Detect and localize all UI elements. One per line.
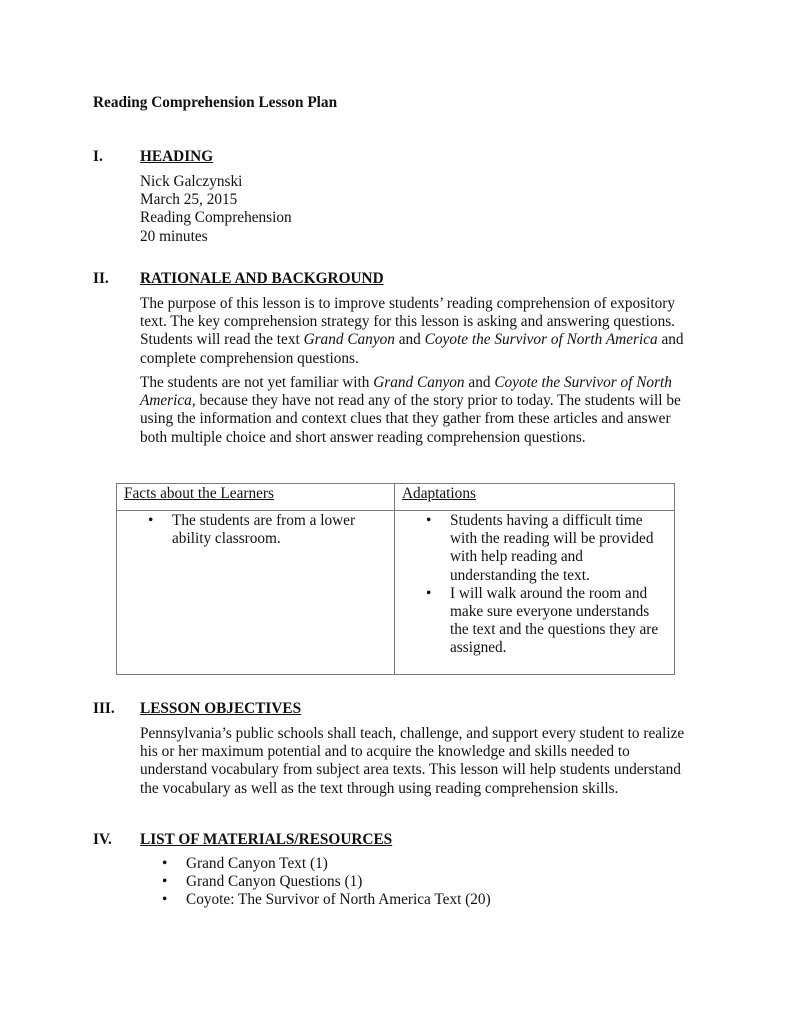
- lesson-duration: 20 minutes: [140, 227, 208, 245]
- title-coyote: Coyote the Survivor of North America: [424, 331, 658, 349]
- adaptations-cell: [395, 511, 675, 675]
- section-heading-rationale: RATIONALE AND BACKGROUND: [140, 270, 384, 287]
- text-run: and: [394, 331, 425, 349]
- text-run: because they have not read any of the story prior to today. The students will be: [195, 392, 681, 410]
- text-line: Students having a difficult time: [450, 512, 643, 529]
- material-item: Grand Canyon Text (1): [186, 855, 328, 872]
- text-line: understanding the text.: [450, 566, 590, 584]
- materials-list: [162, 855, 491, 910]
- text-line: his or her maximum potential and to acquire the knowledge and skills needed to: [140, 743, 630, 761]
- bullet-icon: •: [162, 855, 168, 872]
- text-line: [140, 331, 710, 349]
- lesson-subject: Reading Comprehension: [140, 209, 292, 227]
- section-number-1: I.: [93, 148, 103, 165]
- text-line: the text and the questions they are: [450, 621, 659, 639]
- text-line: [140, 392, 710, 410]
- text-line: The students are from a lower: [172, 512, 356, 529]
- text-line: the vocabulary as well as the text through using reading comprehension skills.: [140, 779, 619, 797]
- rationale-paragraph-2: [140, 374, 710, 447]
- text-line: make sure everyone understands: [450, 603, 650, 621]
- adaptations-list: [402, 512, 667, 658]
- title-grand-canyon: Grand Canyon: [303, 331, 395, 349]
- text-line: understand vocabulary from subject area texts. This lesson will help students understand: [140, 761, 681, 779]
- text-run: The students are not yet familiar with: [140, 374, 374, 391]
- text-line: ability classroom.: [172, 530, 281, 548]
- facts-cell: [117, 511, 395, 675]
- bullet-icon: •: [426, 512, 432, 529]
- text-line: I will walk around the room and: [450, 584, 648, 602]
- section-heading-heading: HEADING: [140, 148, 214, 165]
- rationale-paragraph-1: [140, 295, 710, 368]
- list-item: [162, 855, 491, 873]
- heading-info: [140, 173, 710, 246]
- text-line: using the information and context clues that they gather from these articles and answer: [140, 410, 671, 428]
- bullet-icon: •: [162, 873, 168, 891]
- section-heading-materials: LIST OF MATERIALS/RESOURCES: [140, 831, 393, 848]
- text-line: text. The key comprehension strategy for this lesson is asking and answering questions.: [140, 313, 676, 331]
- bullet-icon: •: [162, 891, 168, 909]
- material-item: Coyote: The Survivor of North America Text (20): [186, 891, 491, 909]
- objectives-paragraph: [140, 725, 710, 798]
- text-line: with the reading will be provided: [450, 530, 654, 548]
- title-coyote-cont: America,: [140, 392, 196, 410]
- bullet-icon: •: [426, 584, 432, 602]
- text-line: complete comprehension questions.: [140, 349, 359, 367]
- header-label: Adaptations: [402, 485, 476, 502]
- author-name: Nick Galczynski: [140, 173, 243, 190]
- list-item: [402, 585, 667, 658]
- list-item: [162, 873, 491, 891]
- list-item: [162, 891, 491, 909]
- document-title: Reading Comprehension Lesson Plan: [93, 94, 338, 111]
- facts-list: [124, 512, 387, 548]
- text-line: both multiple choice and short answer reading comprehension questions.: [140, 428, 586, 446]
- section-number-4: IV.: [93, 831, 112, 848]
- section-number-3: III.: [93, 700, 115, 717]
- text-run: and: [657, 331, 684, 349]
- title-grand-canyon: Grand Canyon: [373, 374, 465, 391]
- text-line: The purpose of this lesson is to improve students’ reading comprehension of expository: [140, 295, 676, 312]
- header-label: Facts about the Learners: [124, 485, 274, 502]
- learners-table: [116, 483, 675, 675]
- lesson-date: March 25, 2015: [140, 191, 238, 209]
- text-run: Students will read the text: [140, 331, 304, 349]
- section-heading-objectives: LESSON OBJECTIVES: [140, 700, 302, 717]
- text-run: and: [464, 374, 495, 391]
- text-line: Pennsylvania’s public schools shall teach, challenge, and support every student to realize: [140, 725, 685, 742]
- section-number-2: II.: [93, 270, 109, 287]
- bullet-icon: •: [148, 512, 154, 529]
- text-line: assigned.: [450, 639, 507, 657]
- list-item: [124, 512, 387, 548]
- text-line: with help reading and: [450, 548, 583, 566]
- text-line: [140, 374, 710, 392]
- title-coyote: Coyote the Survivor of North: [494, 374, 672, 391]
- material-item: Grand Canyon Questions (1): [186, 873, 363, 891]
- table-header-facts: [117, 484, 395, 511]
- table-header-adaptations: [395, 484, 675, 511]
- list-item: [402, 512, 667, 585]
